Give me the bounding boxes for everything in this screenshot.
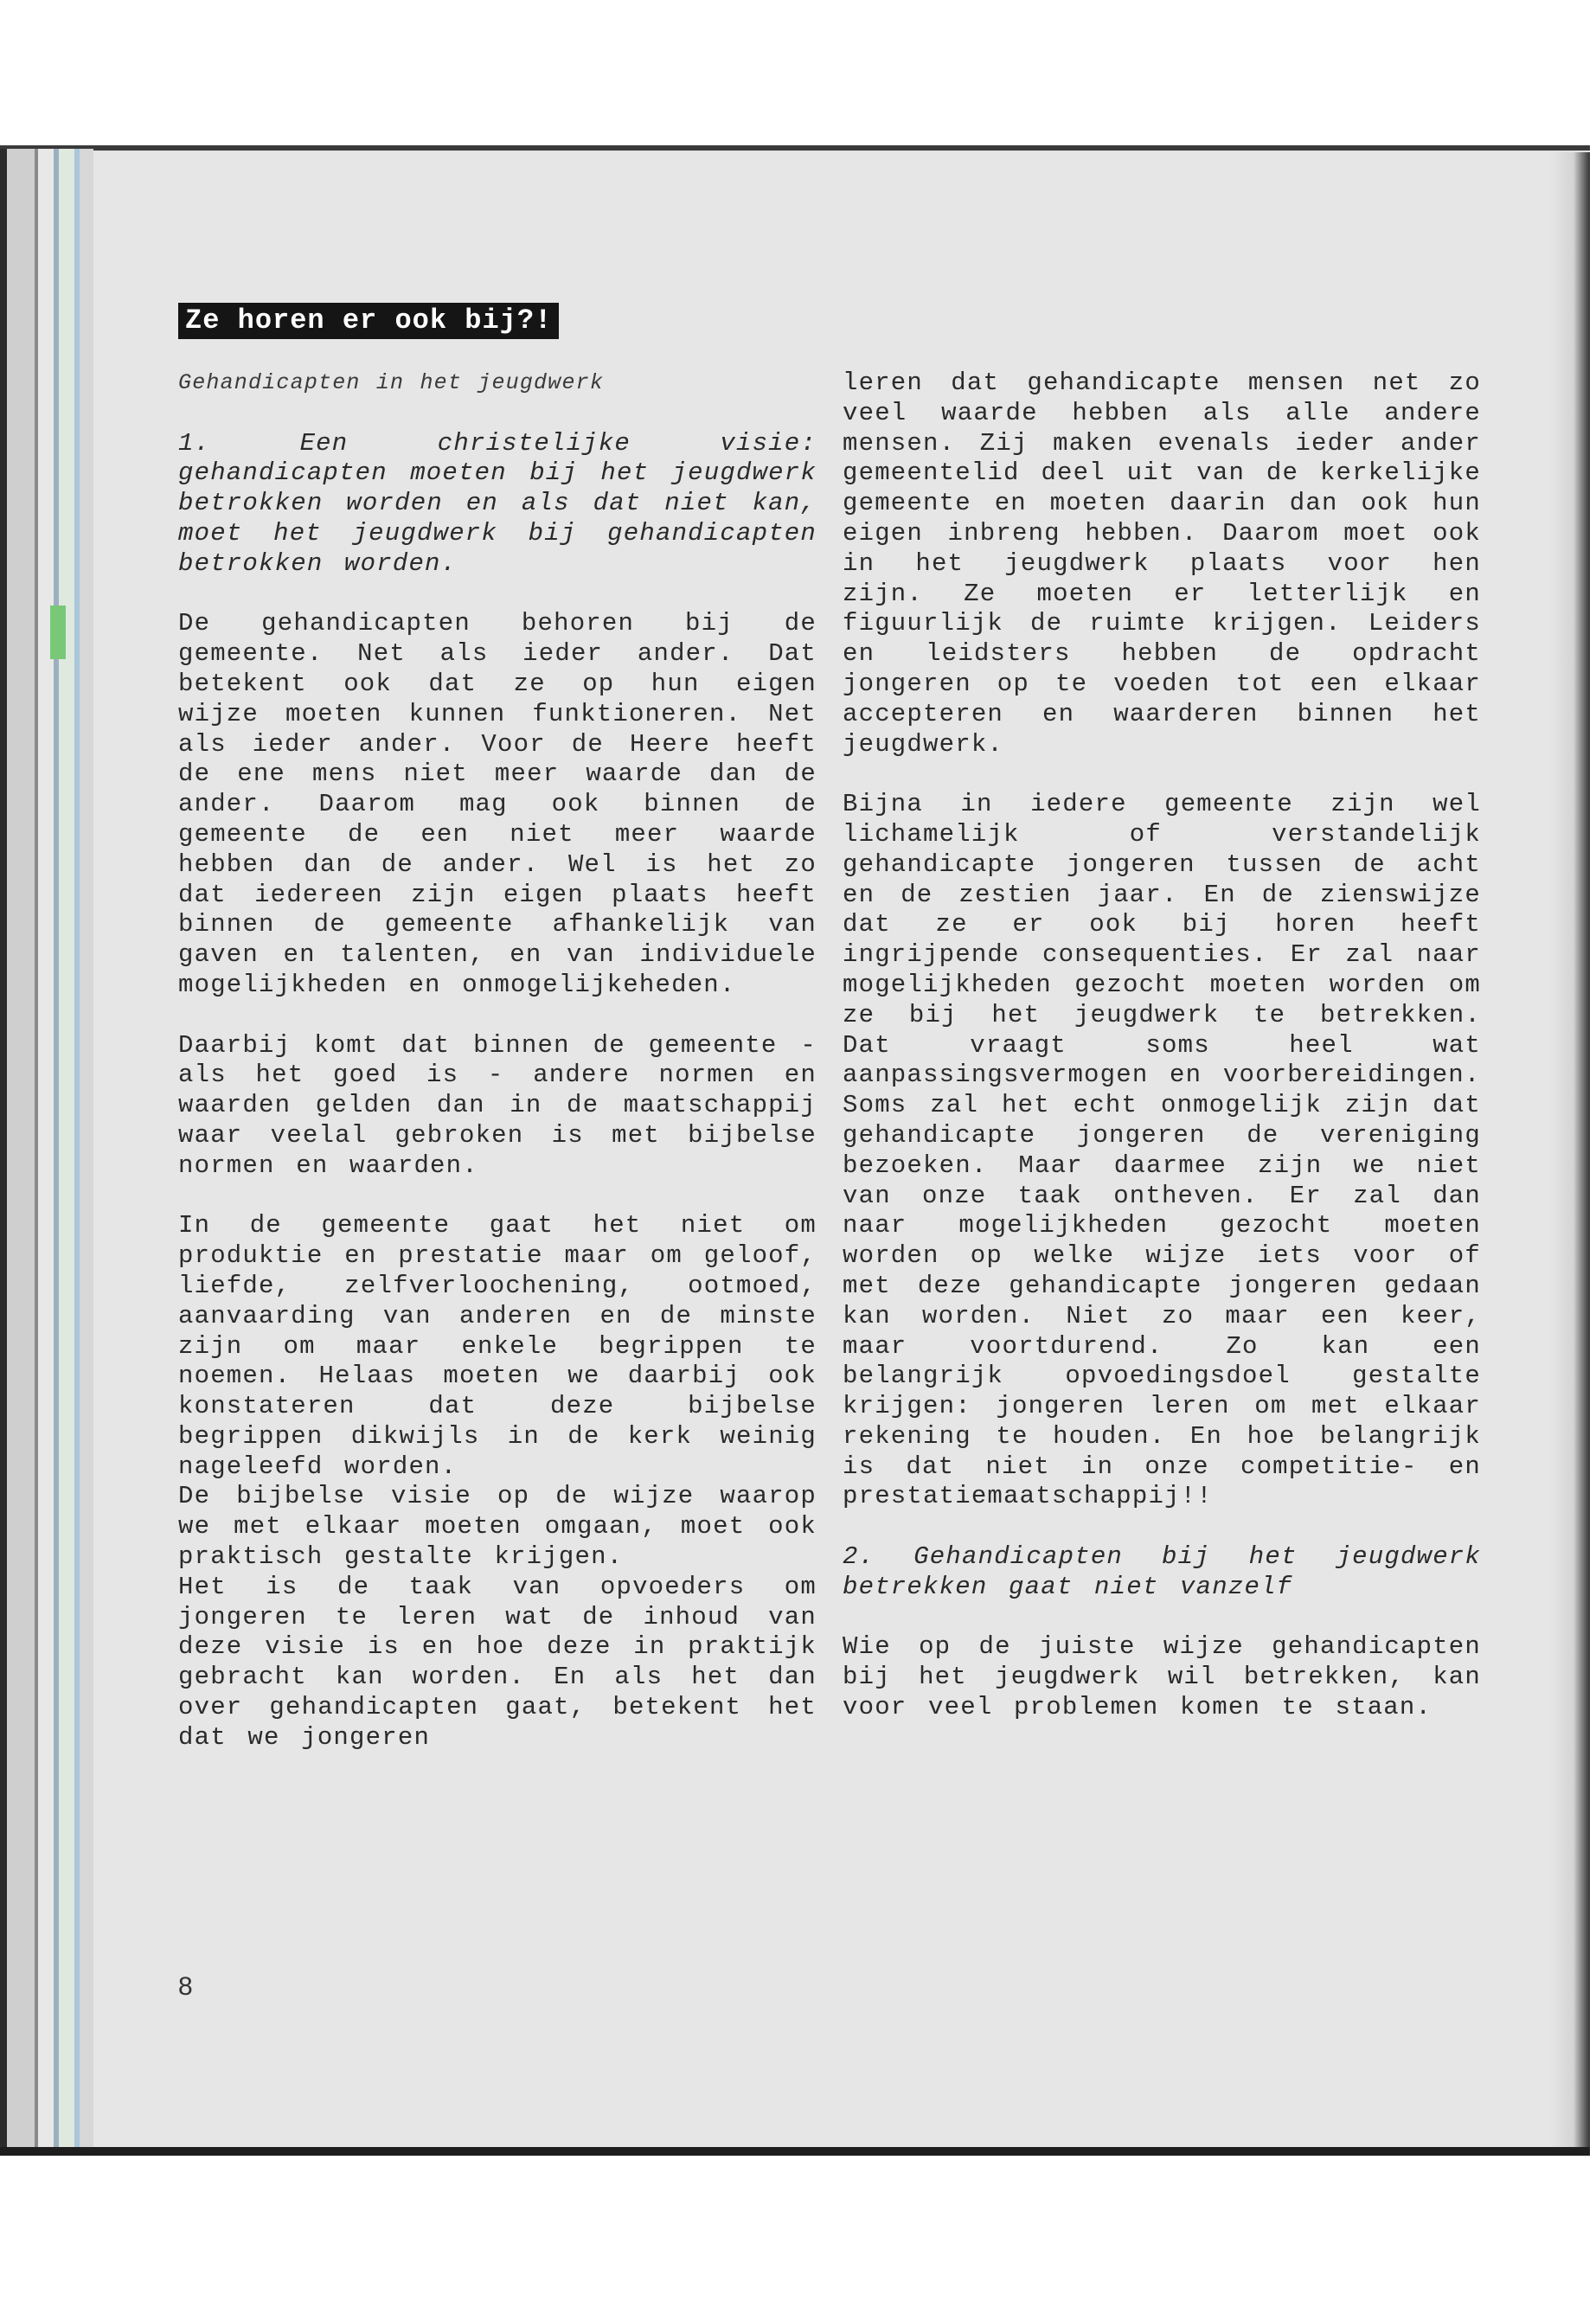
- paragraph: In de gemeente gaat het niet om produktie en prestatie maar om geloof, liefde, zelfverloochening, ootmoed, aanvaarding van anderen en de minste zijn om maar enkele begrippen te noemen. Helaas moeten we daarbij ook konstateren dat deze bijbelse begrippen dikwijls in de kerk weinig nageleefd worden.: [178, 1211, 817, 1481]
- right-column: [843, 369, 1481, 1753]
- paragraph: Soms zal het echt onmogelijk zijn dat gehandicapte jongeren de vereniging bezoeken. Maar daarmee zijn we niet van onze taak ontheven. Er zal dan naar mogelijkheden gezocht moeten worden op welke wijze iets voor of met deze gehandicapte jongeren gedaan kan worden. Niet zo maar een keer, maar voortdurend. Zo kan een belangrijk opvoedingsdoel gestalte krijgen: jongeren leren om met elkaar rekening te houden. En hoe belangrijk is dat niet in onze competitie- en prestatiemaatschappij!!: [843, 1091, 1481, 1511]
- book-binding-edge: [0, 149, 93, 2154]
- paragraph: leren dat gehandicapte mensen net zo veel waarde hebben als alle andere mensen. Zij maken evenals ieder ander gemeentelid deel uit van de kerkelijke gemeente en moeten daarin dan ook hun eigen inbreng hebben. Daarom moet ook in het jeugdwerk plaats voor hen zijn. Ze moeten er letterlijk en figuurlijk de ruimte krijgen. Leiders en leidsters hebben de opdracht jongeren op te voeden tot een elkaar accepteren en waarderen binnen het jeugdwerk.: [843, 369, 1481, 759]
- article-title: Ze horen er ook bij?!: [178, 303, 559, 339]
- section-heading-1: 1. Een christelijke visie: gehandicapten moeten bij het jeugdwerk betrokken worden en als dat niet kan, moet het jeugdwerk bij gehandicapten betrokken worden.: [178, 428, 817, 578]
- left-column: [178, 369, 817, 1753]
- paragraph: De bijbelse visie op de wijze waarop we met elkaar moeten omgaan, moet ook praktisch gestalte krijgen.: [178, 1482, 817, 1572]
- page-bottom-edge: [0, 2147, 1590, 2156]
- paragraph: Het is de taak van opvoeders om jongeren te leren wat de inhoud van deze visie is en hoe deze in praktijk gebracht kan worden. En als het dan over gehandicapten gaat, betekent het dat we jongeren: [178, 1572, 817, 1752]
- page-top-edge: [0, 145, 1590, 151]
- article-subtitle: Gehandicapten in het jeugdwerk: [178, 370, 605, 395]
- section-heading-2: 2. Gehandicapten bij het jeugdwerk betrekken gaat niet vanzelf: [843, 1542, 1481, 1601]
- paragraph: Bijna in iedere gemeente zijn wel lichamelijk of verstandelijk gehandicapte jongeren tussen de acht en de zestien jaar. En de zienswijze dat ze er ook bij horen heeft ingrijpende consequenties. Er zal naar mogelijkheden gezocht moeten worden om ze bij het jeugdwerk te betrekken. Dat vraagt soms heel wat aanpassingsvermogen en voorbereidingen.: [843, 790, 1481, 1090]
- page-shadow: [1548, 152, 1590, 2147]
- paragraph: De gehandicapten behoren bij de gemeente. Net als ieder ander. Dat betekent ook dat ze op hun eigen wijze moeten kunnen funktioneren. Net als ieder ander. Voor de Heere heeft de ene mens niet meer waarde dan de ander. Daarom mag ook binnen de gemeente de een niet meer waarde hebben dan de ander. Wel is het zo dat iedereen zijn eigen plaats heeft binnen de gemeente afhankelijk van gaven en talenten, en van individuele mogelijkheden en onmogelijkeheden.: [178, 609, 817, 999]
- page-marker-tab: [50, 606, 66, 659]
- paragraph: Daarbij komt dat binnen de gemeente - als het goed is - andere normen en waarden gelden dan in de maatschappij waar veelal gebroken is met bijbelse normen en waarden.: [178, 1030, 817, 1180]
- page-number: 8: [178, 1972, 193, 2001]
- paragraph: Wie op de juiste wijze gehandicapten bij het jeugdwerk wil betrekken, kan voor veel problemen komen te staan.: [843, 1632, 1481, 1722]
